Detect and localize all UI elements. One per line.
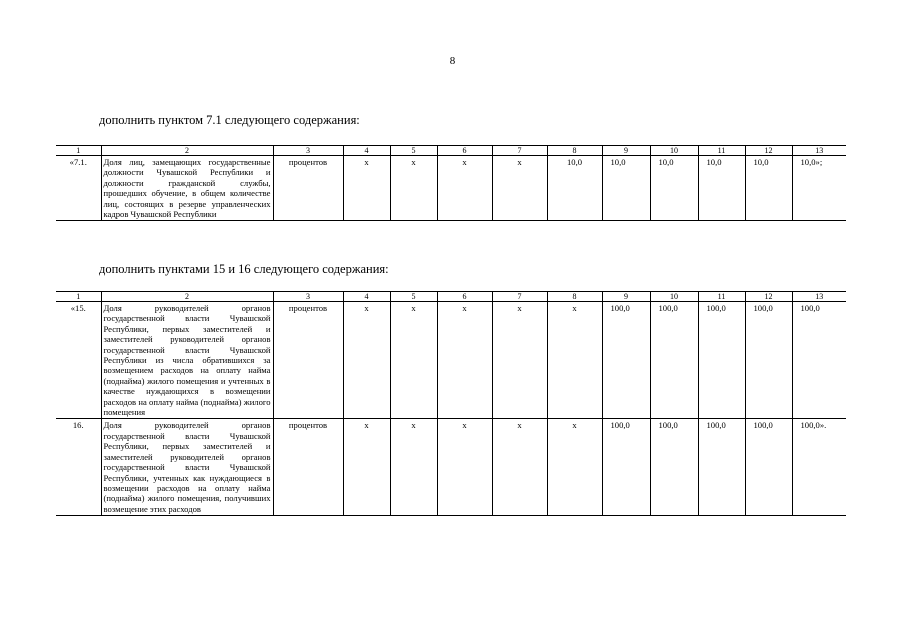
column-header: 7 — [492, 146, 547, 156]
column-header: 6 — [437, 146, 492, 156]
row-value: х — [547, 419, 602, 516]
table-items-15-16 — [56, 291, 846, 516]
row-number: «15. — [56, 302, 101, 419]
column-header: 10 — [650, 292, 698, 302]
row-value: 100,0 — [698, 419, 745, 516]
column-header: 13 — [792, 292, 846, 302]
row-value: 100,0 — [602, 419, 650, 516]
row-value: 10,0 — [602, 156, 650, 221]
row-value: х — [390, 156, 437, 221]
column-header: 10 — [650, 146, 698, 156]
page-number: 8 — [449, 55, 456, 67]
column-header: 1 — [56, 292, 101, 302]
column-header: 13 — [792, 146, 846, 156]
row-description: Доля лиц, замещающих государственные должности Чувашской Республики и должности гражданской службы, прошедших обучение, в общем количестве лиц, состоящих в резерве управленческих кадров Чувашской Республики — [101, 156, 273, 221]
row-value: х — [492, 302, 547, 419]
row-number: 16. — [56, 419, 101, 516]
column-header: 5 — [390, 292, 437, 302]
row-value: 100,0 — [650, 419, 698, 516]
table-item-7-1 — [56, 145, 846, 221]
section-1-intro: дополнить пунктом 7.1 следующего содержания: — [99, 113, 360, 127]
row-value: 100,0 — [602, 302, 650, 419]
row-value: х — [437, 302, 492, 419]
column-header: 3 — [273, 146, 343, 156]
table-row — [56, 302, 846, 419]
row-value: х — [437, 419, 492, 516]
row-value: х — [390, 302, 437, 419]
column-header: 12 — [745, 292, 792, 302]
table-header-row — [56, 292, 846, 302]
row-value: х — [492, 419, 547, 516]
row-value: 10,0 — [745, 156, 792, 221]
row-value: 10,0»; — [792, 156, 846, 221]
row-value: х — [547, 302, 602, 419]
column-header: 11 — [698, 146, 745, 156]
column-header: 9 — [602, 146, 650, 156]
table-row — [56, 419, 846, 516]
row-number: «7.1. — [56, 156, 101, 221]
column-header: 6 — [437, 292, 492, 302]
row-value: 100,0 — [698, 302, 745, 419]
table-row — [56, 156, 846, 221]
row-value: х — [343, 419, 390, 516]
row-unit: процентов — [273, 302, 343, 419]
row-value: 100,0». — [792, 419, 846, 516]
column-header: 7 — [492, 292, 547, 302]
column-header: 12 — [745, 146, 792, 156]
column-header: 9 — [602, 292, 650, 302]
column-header: 8 — [547, 292, 602, 302]
column-header: 4 — [343, 146, 390, 156]
row-value: х — [492, 156, 547, 221]
row-value: 10,0 — [650, 156, 698, 221]
row-value: х — [390, 419, 437, 516]
column-header: 4 — [343, 292, 390, 302]
column-header: 2 — [101, 146, 273, 156]
row-unit: процентов — [273, 156, 343, 221]
row-value: 10,0 — [547, 156, 602, 221]
row-value: 10,0 — [698, 156, 745, 221]
column-header: 3 — [273, 292, 343, 302]
table-header-row — [56, 146, 846, 156]
row-value: 100,0 — [792, 302, 846, 419]
column-header: 5 — [390, 146, 437, 156]
row-unit: процентов — [273, 419, 343, 516]
row-description: Доля руководителей органов государственной власти Чувашской Республики, первых заместителей и заместителей руководителей органов государственной власти Чувашской Республики из числа обратившихся за возмещением расходов на оплату найма (поднайма) жилого помещения и учтенных в качестве нуждающихся в возмещении расходов на оплату найма (поднайма) жилого помещения — [101, 302, 273, 419]
row-value: х — [343, 156, 390, 221]
section-2-intro: дополнить пунктами 15 и 16 следующего содержания: — [99, 262, 389, 276]
row-value: х — [343, 302, 390, 419]
row-value: 100,0 — [650, 302, 698, 419]
row-value: 100,0 — [745, 302, 792, 419]
row-value: 100,0 — [745, 419, 792, 516]
column-header: 1 — [56, 146, 101, 156]
column-header: 11 — [698, 292, 745, 302]
column-header: 2 — [101, 292, 273, 302]
row-value: х — [437, 156, 492, 221]
column-header: 8 — [547, 146, 602, 156]
row-description: Доля руководителей органов государственной власти Чувашской Республики, первых заместителей и заместителей руководителей органов государственной власти Чувашской Республики, учтенных как нуждающиеся в возмещении расходов на оплату найма (поднайма) жилого помещения, получивших возмещение этих расходов — [101, 419, 273, 516]
